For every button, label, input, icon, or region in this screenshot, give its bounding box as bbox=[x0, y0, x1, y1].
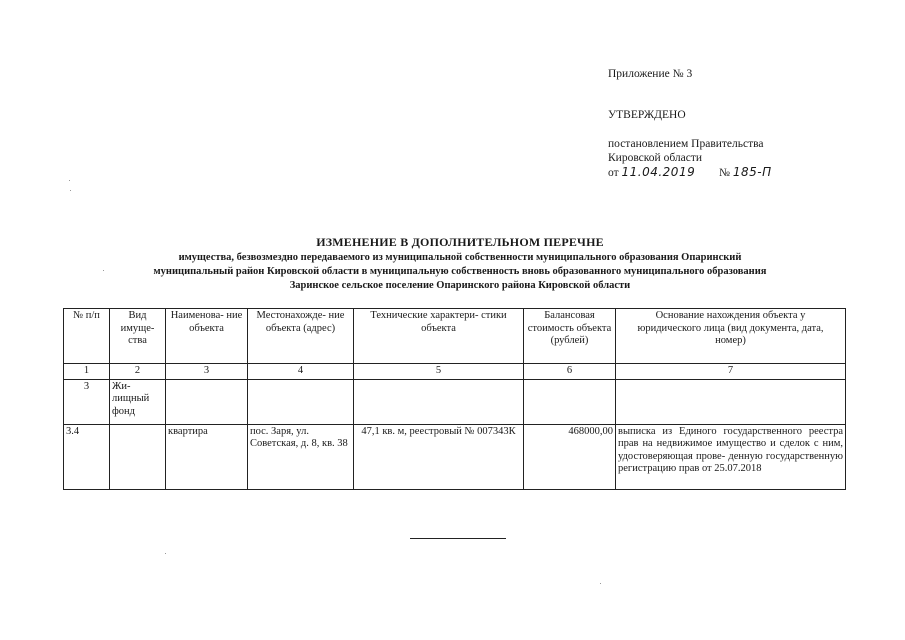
column-number: 5 bbox=[354, 364, 524, 380]
column-number: 2 bbox=[110, 364, 166, 380]
number-handwritten: 185-П bbox=[732, 165, 772, 179]
subtitle-line-1: имущества, безвозмездно передаваемого из муниципальной собственности муниципального образования Опаринский bbox=[178, 252, 742, 263]
approved-label: УТВЕРЖДЕНО bbox=[608, 109, 686, 121]
property-table bbox=[63, 308, 846, 490]
row-address: пос. Заря, ул. Советская, д. 8, кв. 38 bbox=[248, 424, 354, 489]
empty-cell bbox=[524, 379, 616, 424]
column-number: 1 bbox=[64, 364, 110, 380]
number-prefix: № bbox=[718, 167, 730, 179]
decree-date-line bbox=[608, 165, 772, 180]
date-handwritten: 11.04.2019 bbox=[621, 165, 696, 179]
row-basis: выписка из Единого государственного реестра прав на недвижимое имущество и сделок с ним, удостоверяющая прове- денную государственную регистрацию прав от 25.07.2018 bbox=[616, 424, 846, 489]
row-name: квартира bbox=[166, 424, 248, 489]
column-number: 6 bbox=[524, 364, 616, 380]
date-prefix: от bbox=[608, 167, 619, 179]
table-row bbox=[64, 424, 846, 489]
scan-speck bbox=[600, 583, 601, 584]
row-number: 3.4 bbox=[64, 424, 110, 489]
document-subtitle bbox=[60, 251, 860, 293]
header-cell: Вид имуще- ства bbox=[110, 309, 166, 364]
scan-speck bbox=[103, 270, 104, 271]
scan-speck bbox=[70, 190, 71, 191]
empty-cell bbox=[354, 379, 524, 424]
header-cell: Местонахожде- ние объекта (адрес) bbox=[248, 309, 354, 364]
document-title: ИЗМЕНЕНИЕ В ДОПОЛНИТЕЛЬНОМ ПЕРЕЧНЕ bbox=[316, 235, 604, 249]
subtitle-line-3: Заринское сельское поселение Опаринского района Кировской области bbox=[289, 280, 631, 291]
header-cell: Балансовая стоимость объекта (рублей) bbox=[524, 309, 616, 364]
empty-cell bbox=[616, 379, 846, 424]
decree-line-2: Кировской области bbox=[608, 152, 703, 164]
table-header-row bbox=[64, 309, 846, 364]
section-number: 3 bbox=[64, 379, 110, 424]
empty-cell bbox=[166, 379, 248, 424]
row-type bbox=[110, 424, 166, 489]
subtitle-line-2: муниципальный район Кировской области в муниципальную собственность вновь образованного муниципального образования bbox=[153, 266, 767, 277]
appendix-label: Приложение № 3 bbox=[608, 68, 693, 80]
row-value: 468000,00 bbox=[524, 424, 616, 489]
decree-line-1: постановлением Правительства bbox=[608, 138, 764, 150]
closing-rule bbox=[410, 538, 506, 539]
header-cell: Основание нахождения объекта у юридического лица (вид документа, дата, номер) bbox=[616, 309, 846, 364]
section-row bbox=[64, 379, 846, 424]
header-cell: Технические характери- стики объекта bbox=[354, 309, 524, 364]
column-number-row bbox=[64, 364, 846, 380]
scan-speck bbox=[165, 553, 166, 554]
column-number: 3 bbox=[166, 364, 248, 380]
section-type: Жи- лищный фонд bbox=[110, 379, 166, 424]
scan-speck bbox=[69, 180, 70, 181]
empty-cell bbox=[248, 379, 354, 424]
row-specs: 47,1 кв. м, реестровый № 007343К bbox=[354, 424, 524, 489]
header-cell: № п/п bbox=[64, 309, 110, 364]
header-cell: Наименова- ние объекта bbox=[166, 309, 248, 364]
column-number: 7 bbox=[616, 364, 846, 380]
column-number: 4 bbox=[248, 364, 354, 380]
